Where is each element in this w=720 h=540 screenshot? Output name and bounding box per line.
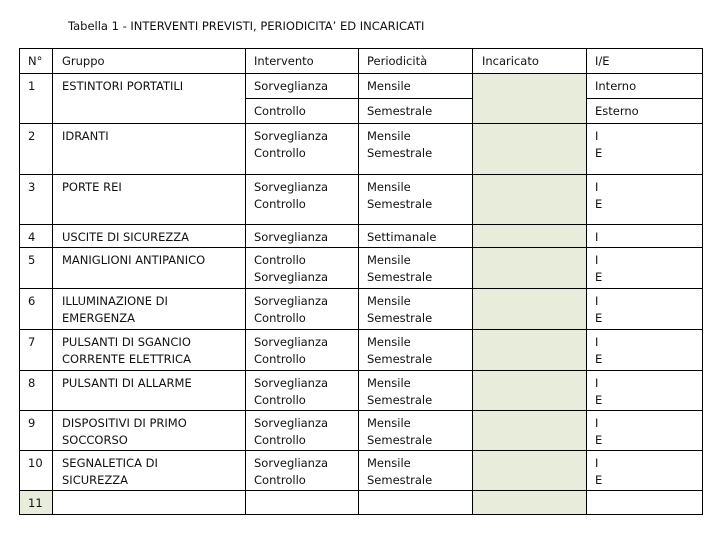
row-ie-line: I: [595, 294, 599, 308]
row-ie-line: E: [595, 270, 603, 284]
row-gruppo-line: MANIGLIONI ANTIPANICO: [62, 253, 206, 267]
row-intervento-line: Controllo: [254, 433, 306, 447]
row-number: 1: [20, 74, 53, 124]
row-intervento-line: Sorveglianza: [254, 416, 329, 430]
row-ie-line: I: [595, 376, 599, 390]
row-intervento-line: Controllo: [254, 146, 306, 160]
row-incaricato-cell[interactable]: [473, 411, 587, 451]
row-ie: [587, 289, 703, 330]
row-periodicita: [359, 371, 473, 411]
row-intervento: [246, 175, 359, 225]
row-periodicita: [359, 124, 473, 175]
row-ie: [587, 491, 703, 515]
row-incaricato-cell[interactable]: [473, 330, 587, 371]
row-gruppo: [53, 491, 246, 515]
row-ie-line: I: [595, 335, 599, 349]
row-periodicita: [359, 451, 473, 491]
row-gruppo: [53, 289, 246, 330]
row-intervento-line: Controllo: [254, 197, 306, 211]
row-periodicita-line: Semestrale: [367, 433, 433, 447]
row-periodicita-line: Semestrale: [367, 311, 433, 325]
row-intervento: Controllo: [246, 99, 359, 124]
row-gruppo: ESTINTORI PORTATILI: [53, 74, 246, 124]
row-intervento-line: Controllo: [254, 473, 306, 487]
row-intervento: [246, 371, 359, 411]
row-ie: Esterno: [587, 99, 703, 124]
row-ie: Interno: [587, 74, 703, 99]
row-periodicita-line: Mensile: [367, 129, 411, 143]
row-number: 9: [20, 411, 53, 451]
row-gruppo: [53, 330, 246, 371]
row-ie: [587, 371, 703, 411]
header-incaricato: Incaricato: [473, 49, 587, 74]
row-gruppo-line: CORRENTE ELETTRICA: [62, 352, 191, 366]
row-gruppo-line: SICUREZZA: [62, 473, 129, 487]
row-periodicita: [359, 491, 473, 515]
row-gruppo: [53, 451, 246, 491]
row-ie-line: E: [595, 146, 603, 160]
row-intervento-line: Sorveglianza: [254, 129, 329, 143]
table-row: [20, 175, 703, 225]
row-periodicita: Mensile: [359, 74, 473, 99]
row-incaricato-cell[interactable]: [473, 225, 587, 248]
row-ie-line: I: [595, 180, 599, 194]
header-ie: I/E: [587, 49, 703, 74]
row-intervento-line: Sorveglianza: [254, 376, 329, 390]
row-ie: [587, 411, 703, 451]
row-gruppo-line: IDRANTI: [62, 129, 109, 143]
row-gruppo: [53, 371, 246, 411]
row-incaricato-cell[interactable]: [473, 124, 587, 175]
header-row: [20, 49, 703, 74]
row-intervento-line: Sorveglianza: [254, 180, 329, 194]
row-ie: [587, 175, 703, 225]
row-gruppo-line: ILLUMINAZIONE DI: [62, 294, 168, 308]
row-periodicita: [359, 225, 473, 248]
row-ie-line: I: [595, 456, 599, 470]
row-ie-line: I: [595, 253, 599, 267]
row-gruppo-line: SEGNALETICA DI: [62, 456, 158, 470]
row-number: 10: [20, 451, 53, 491]
row-gruppo-line: PULSANTI DI ALLARME: [62, 376, 192, 390]
row-gruppo: [53, 124, 246, 175]
row-gruppo: [53, 225, 246, 248]
row-periodicita-line: Mensile: [367, 416, 411, 430]
row-intervento: [246, 289, 359, 330]
interventi-table: [19, 48, 703, 515]
row-incaricato-cell[interactable]: [473, 451, 587, 491]
row-intervento-line: Sorveglianza: [254, 456, 329, 470]
row-intervento-line: Sorveglianza: [254, 230, 329, 244]
row-periodicita: [359, 289, 473, 330]
row-ie-line: E: [595, 433, 603, 447]
row-gruppo-line: DISPOSITIVI DI PRIMO: [62, 416, 187, 430]
row-incaricato-cell[interactable]: [473, 289, 587, 330]
row-gruppo-line: SOCCORSO: [62, 433, 128, 447]
row-gruppo: [53, 248, 246, 289]
row-incaricato-cell[interactable]: [473, 175, 587, 225]
row-number: 11: [20, 491, 53, 515]
row-intervento-line: Controllo: [254, 311, 306, 325]
row-ie: [587, 124, 703, 175]
row-number: 2: [20, 124, 53, 175]
row-ie: [587, 330, 703, 371]
row-periodicita-line: Semestrale: [367, 352, 433, 366]
row-number: 6: [20, 289, 53, 330]
row-periodicita: Semestrale: [359, 99, 473, 124]
row-gruppo-line: PULSANTI DI SGANCIO: [62, 335, 191, 349]
row-periodicita-line: Mensile: [367, 180, 411, 194]
row-ie-line: E: [595, 197, 603, 211]
row-ie-line: E: [595, 352, 603, 366]
row-ie-line: E: [595, 311, 603, 325]
header-n: N°: [20, 49, 53, 74]
row-gruppo-line: EMERGENZA: [62, 311, 135, 325]
row-incaricato-cell[interactable]: [473, 248, 587, 289]
row-intervento-line: Controllo: [254, 253, 306, 267]
table-row: [20, 491, 703, 515]
table-row: [20, 289, 703, 330]
row-intervento-line: Sorveglianza: [254, 335, 329, 349]
row-periodicita-line: Mensile: [367, 335, 411, 349]
header-intervento: Intervento: [246, 49, 359, 74]
table-row: [20, 74, 703, 99]
table-row: [20, 411, 703, 451]
row-intervento: [246, 124, 359, 175]
table-row: [20, 248, 703, 289]
row-periodicita-line: Semestrale: [367, 393, 433, 407]
table-row: [20, 330, 703, 371]
row-intervento-line: Controllo: [254, 393, 306, 407]
table-title: Tabella 1 - INTERVENTI PREVISTI, PERIODICITA’ ED INCARICATI: [68, 19, 425, 33]
header-gruppo: Gruppo: [53, 49, 246, 74]
row-incaricato-cell[interactable]: [473, 491, 587, 515]
row-periodicita-line: Settimanale: [367, 230, 437, 244]
table-row: [20, 451, 703, 491]
row-periodicita-line: Mensile: [367, 456, 411, 470]
row-periodicita-line: Mensile: [367, 253, 411, 267]
table-row: [20, 371, 703, 411]
row-ie-line: E: [595, 473, 603, 487]
row-number: 4: [20, 225, 53, 248]
row-periodicita-line: Mensile: [367, 294, 411, 308]
row-periodicita-line: Mensile: [367, 376, 411, 390]
row-intervento: [246, 491, 359, 515]
row-intervento: [246, 248, 359, 289]
row-periodicita-line: Semestrale: [367, 146, 433, 160]
row-gruppo: [53, 175, 246, 225]
row-ie-line: I: [595, 129, 599, 143]
row-periodicita-line: Semestrale: [367, 197, 433, 211]
row-intervento-line: Sorveglianza: [254, 270, 329, 284]
row-intervento-line: Sorveglianza: [254, 294, 329, 308]
row-ie-line: I: [595, 416, 599, 430]
row-number: 8: [20, 371, 53, 411]
row-periodicita-line: Semestrale: [367, 473, 433, 487]
row-periodicita-line: Semestrale: [367, 270, 433, 284]
row-periodicita: [359, 330, 473, 371]
row-number: 7: [20, 330, 53, 371]
row-number: 5: [20, 248, 53, 289]
row-number: 3: [20, 175, 53, 225]
row-intervento-line: Controllo: [254, 352, 306, 366]
row-ie-line: E: [595, 393, 603, 407]
row-intervento: Sorveglianza: [246, 74, 359, 99]
row-gruppo: [53, 411, 246, 451]
row-ie: [587, 225, 703, 248]
row-ie: [587, 451, 703, 491]
row-periodicita: [359, 175, 473, 225]
row-intervento: [246, 411, 359, 451]
row-intervento: [246, 451, 359, 491]
row-incaricato-cell[interactable]: [473, 74, 587, 124]
row-periodicita: [359, 411, 473, 451]
row-ie-line: I: [595, 230, 599, 244]
row-intervento: [246, 330, 359, 371]
row-gruppo-line: PORTE REI: [62, 180, 122, 194]
row-intervento: [246, 225, 359, 248]
row-periodicita: [359, 248, 473, 289]
header-periodicita: Periodicità: [359, 49, 473, 74]
row-incaricato-cell[interactable]: [473, 371, 587, 411]
table-row: [20, 124, 703, 175]
table-row: [20, 225, 703, 248]
row-gruppo-line: USCITE DI SICUREZZA: [62, 230, 190, 244]
row-ie: [587, 248, 703, 289]
